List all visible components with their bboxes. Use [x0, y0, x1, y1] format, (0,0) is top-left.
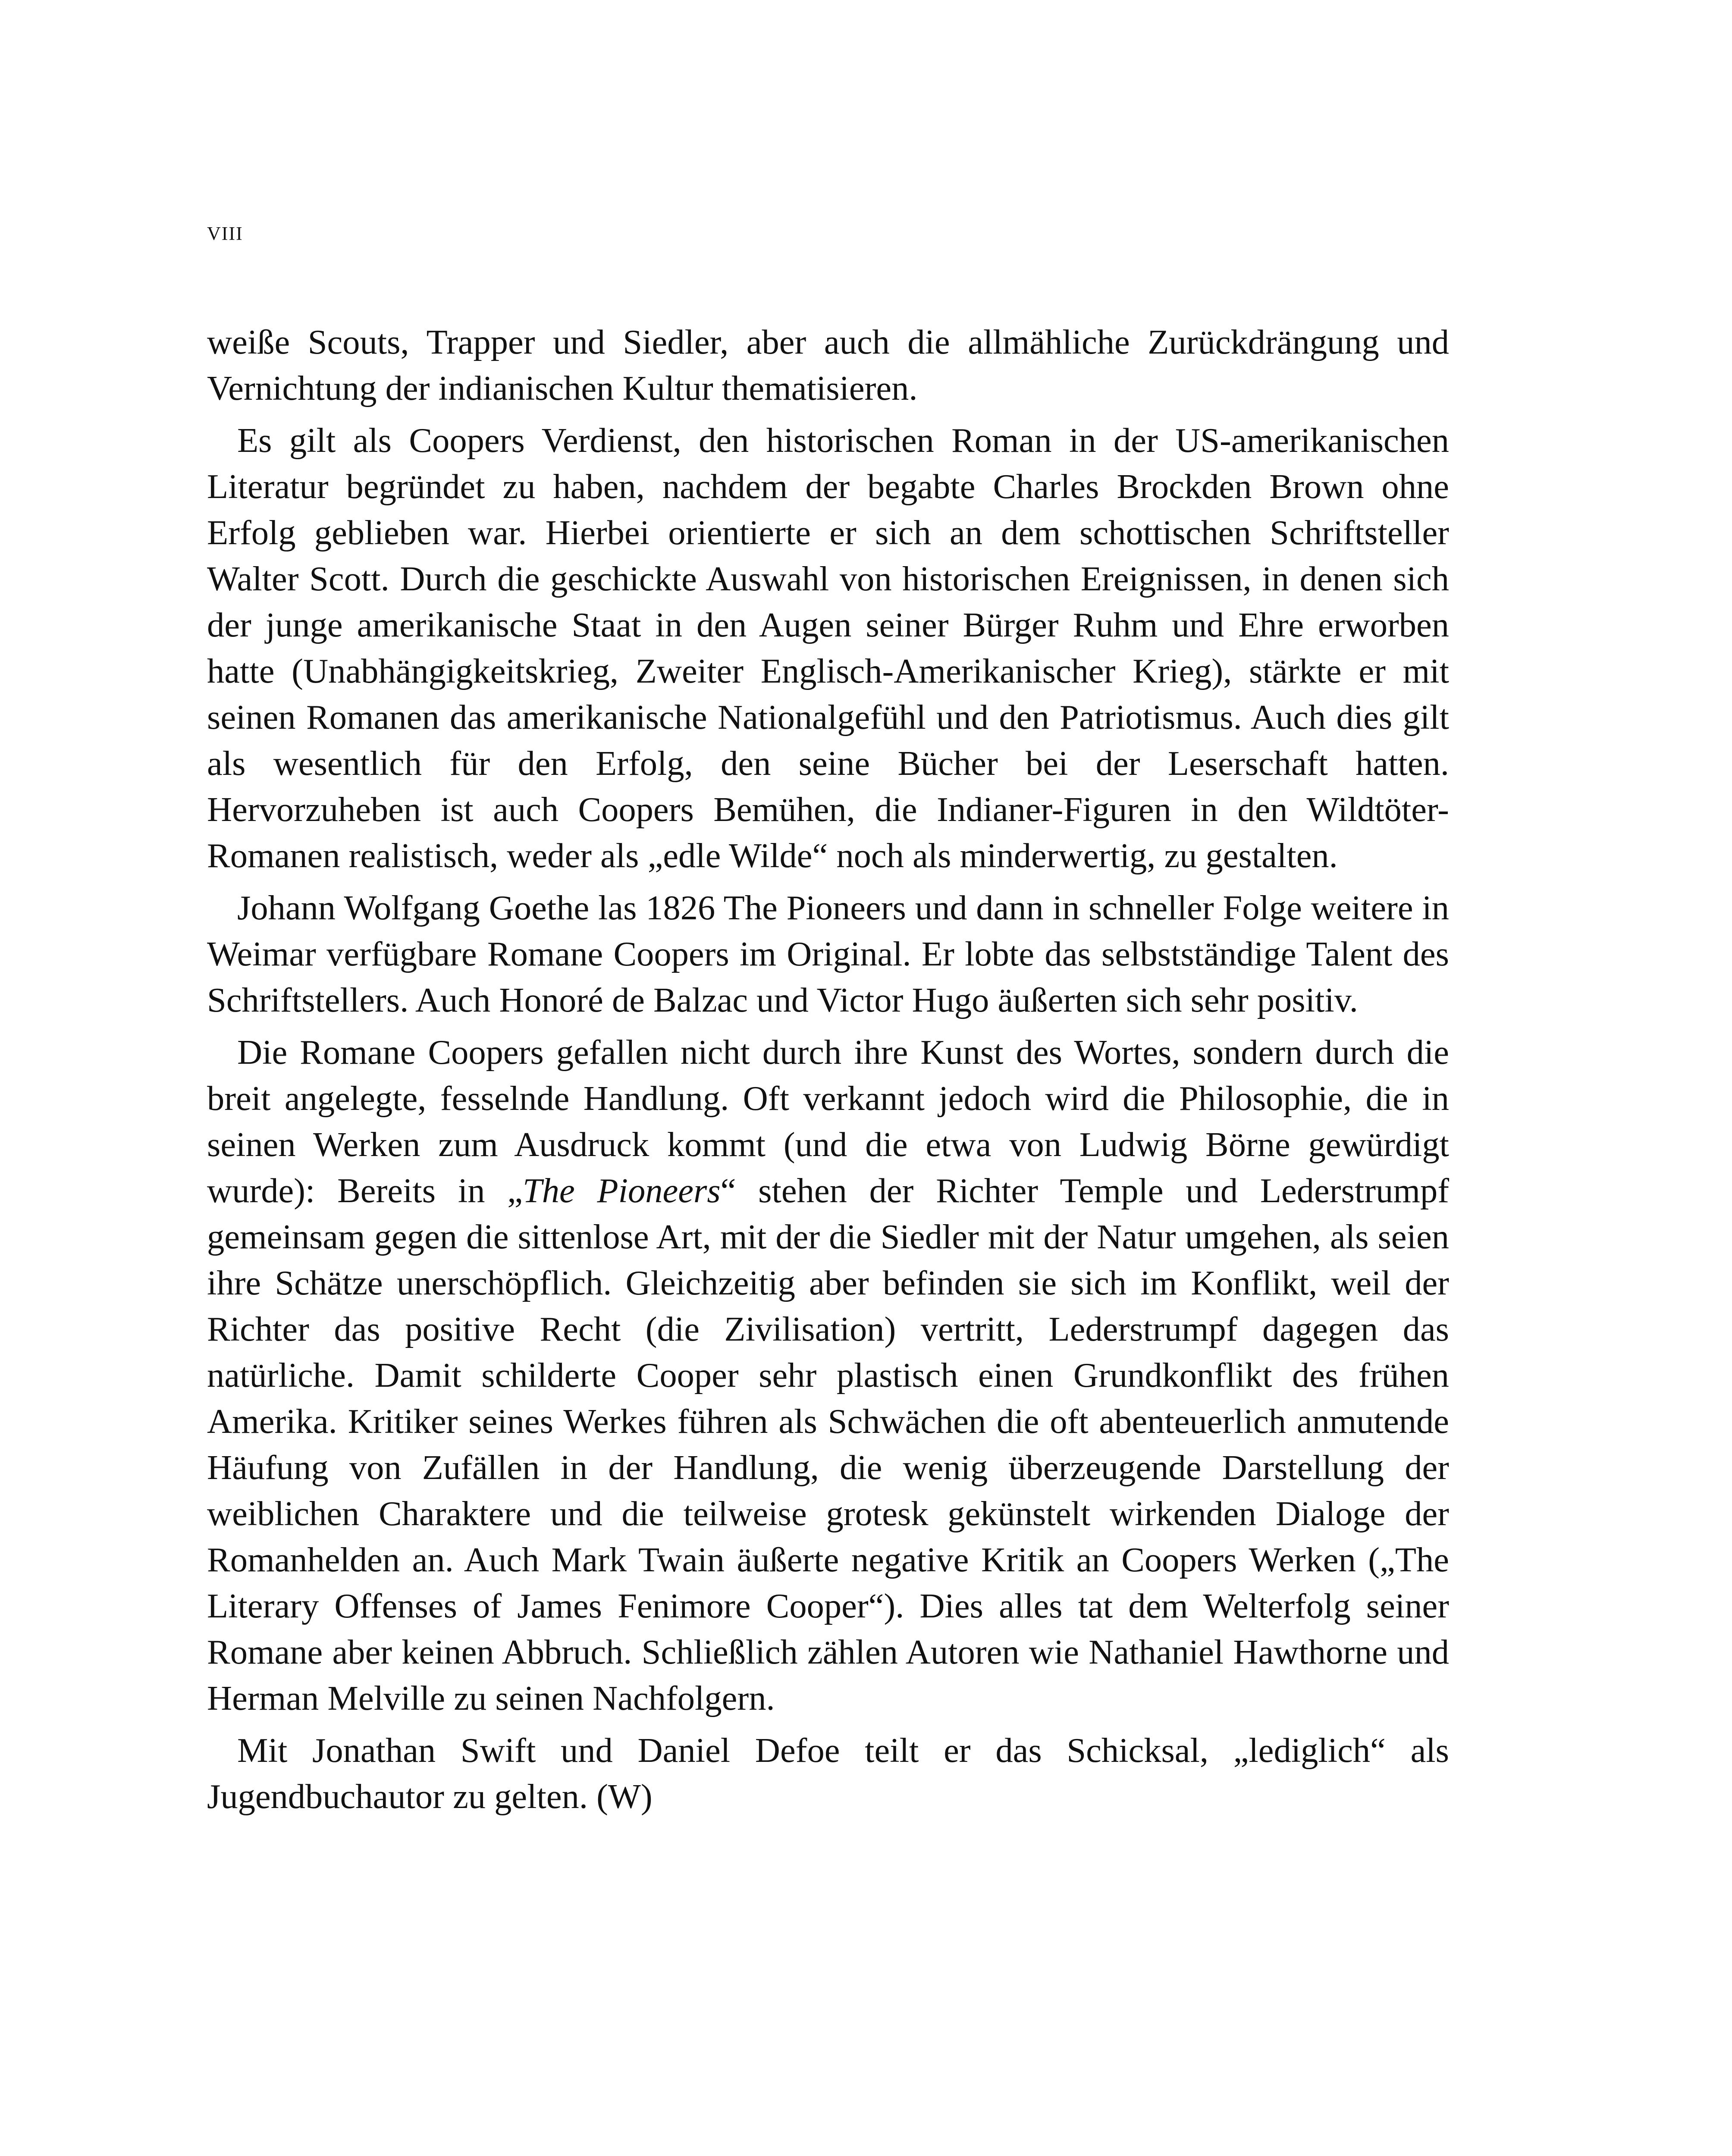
paragraph-continuation: weiße Scouts, Trapper und Siedler, aber auch die allmähliche Zurückdrängung und Vernichtung der indianischen Kultur thematisieren.: [207, 323, 1449, 407]
paragraph-philosophy-text-end: “ stehen der Richter Temple und Lederstrumpf gemeinsam gegen die sittenlose Art, mit der die Siedler mit der Natur umgehen, als seien ihre Schätze unerschöpflich. Gleichzeitig aber befinden sie sich im Konflikt, weil der Richter das positive Recht (die Zivilisation) vertritt, Lederstrumpf dagegen das natürliche. Damit schilderte Cooper sehr plastisch einen Grundkonflikt des frühen Amerika. Kritiker seines Werkes führen als Schwächen die oft abenteuerlich anmutende Häufung von Zufällen in der Handlung, die wenig überzeugende Darstellung der weiblichen Charaktere und die teilweise grotesk gekünstelt wirkenden Dialoge der Romanhelden an. Auch Mark Twain äußerte negative Kritik an Coopers Werken („The Literary Offenses of James Fenimore Cooper“). Dies alles tat dem Welterfolg seiner Romane aber keinen Abbruch. Schließlich zählen Autoren wie Nathaniel Hawthorne und Herman Melville zu seinen Nachfolgern.: [207, 1172, 1449, 1717]
paragraph-philosophy-text-start: Die Romane Coopers gefallen nicht durch ihre Kunst des Wortes, sondern durch die breit angelegte, fesselnde Handlung. Oft verkannt jedoch wird die Philosophie, die in seinen Werken zum Ausdruck kommt (und die etwa von Ludwig Börne gewürdigt wurde): Bereits in „: [207, 1033, 1449, 1210]
body-text: [207, 319, 1449, 1826]
paragraph-youth-author: Mit Jonathan Swift und Daniel Defoe teilt er das Schicksal, „lediglich“ als Jugendbuchautor zu gelten. (W): [207, 1731, 1449, 1816]
paragraph-philosophy: [207, 1029, 1449, 1721]
page-number: VIII: [207, 223, 243, 244]
book-title-the-pioneers: The Pioneers: [523, 1172, 721, 1210]
paragraph-goethe: Johann Wolfgang Goethe las 1826 The Pioneers und dann in schneller Folge weitere in Weimar verfügbare Romane Coopers im Original. Er lobte das selbstständige Talent des Schriftstellers. Auch Honoré de Balzac und Victor Hugo äußerten sich sehr positiv.: [207, 889, 1449, 1019]
paragraph-historical-novel: Es gilt als Coopers Verdienst, den historischen Roman in der US-amerikanischen Literatur begründet zu haben, nachdem der begabte Charles Brockden Brown ohne Erfolg geblieben war. Hierbei orientierte er sich an dem schottischen Schriftsteller Walter Scott. Durch die geschickte Auswahl von historischen Ereignissen, in denen sich der junge amerikanische Staat in den Augen seiner Bürger Ruhm und Ehre erworben hatte (Unabhängigkeitskrieg, Zweiter Englisch-Amerikanischer Krieg), stärkte er mit seinen Romanen das amerikanische Nationalgefühl und den Patriotismus. Auch dies gilt als wesentlich für den Erfolg, den seine Bücher bei der Leserschaft hatten. Hervorzuheben ist auch Coopers Bemühen, die Indianer-Figuren in den Wildtöter-Romanen realistisch, weder als „edle Wilde“ noch als minderwertig, zu gestalten.: [207, 421, 1449, 875]
